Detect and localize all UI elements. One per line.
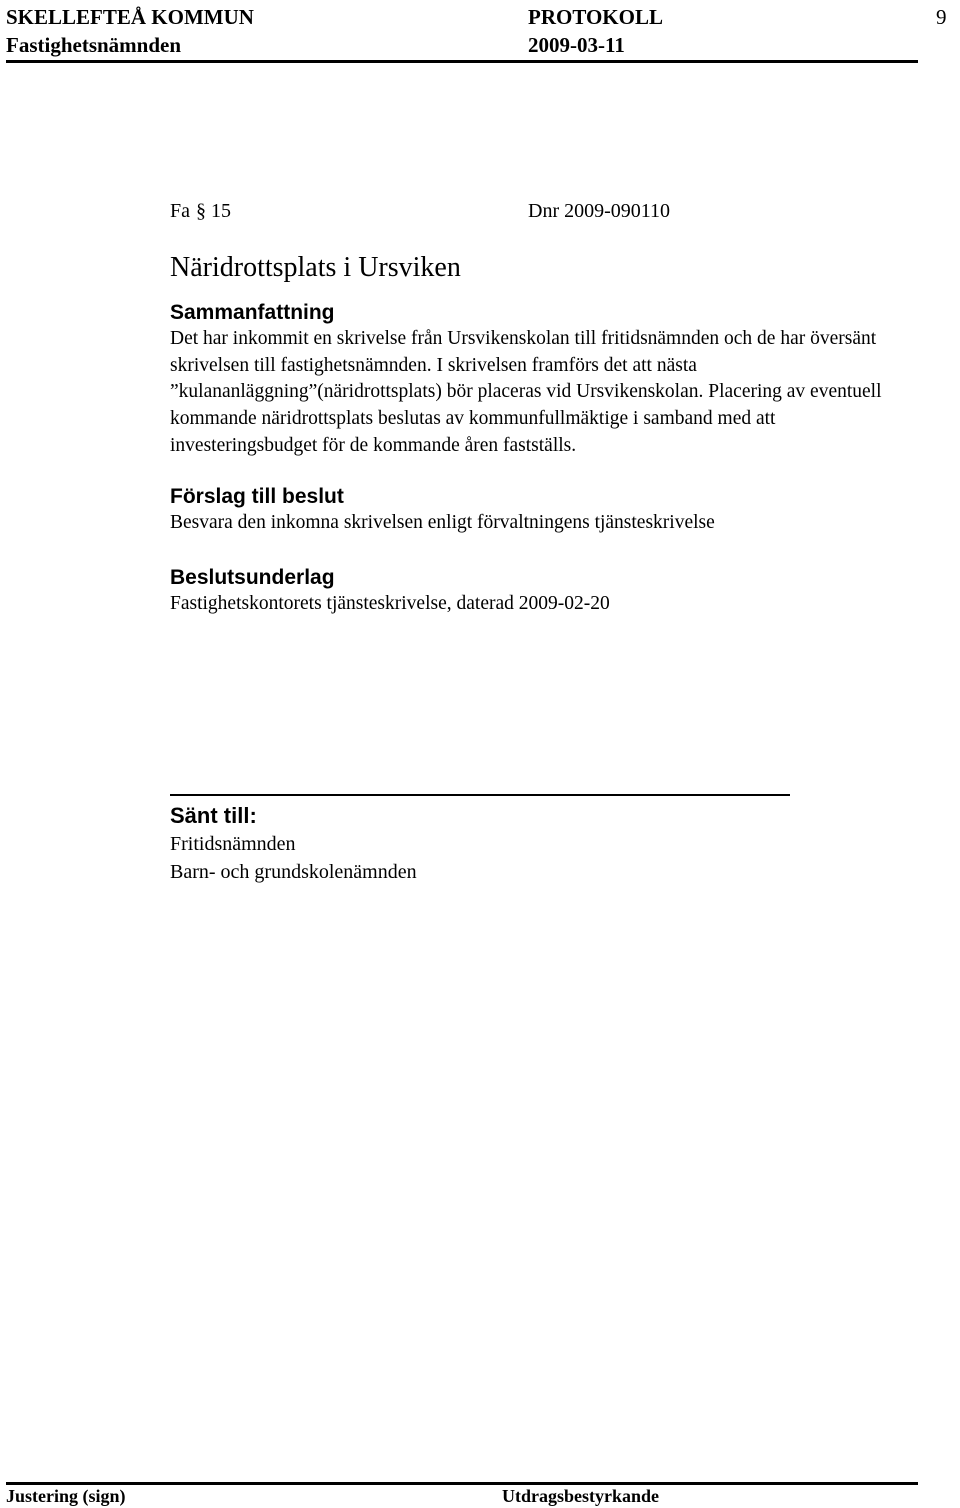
header-divider (6, 60, 918, 63)
protocol-item (170, 198, 910, 618)
section-reference (170, 198, 528, 224)
board-name: Fastighetsnämnden (6, 33, 182, 57)
meeting-date: 2009-03-11 (528, 33, 625, 57)
footer-divider (6, 1482, 918, 1485)
section-number: 15 (211, 200, 231, 222)
summary-text: Det har inkommit en skrivelse från Ursvikenskolan till fritidsnämnden och de har översänt skrivelsen till fastighetsnämnden. I skrivelsen framförs det att nästa ”kulananläggning”(näridrottsplats) bör placeras vid Ursvikenskolan. Placering av eventuell kommande näridrottsplats beslutas av kommunfullmäktige i samband med att investeringsbudget för de kommande åren fastställs. (170, 328, 882, 456)
proposal-text: Besvara den inkomna skrivelsen enligt förvaltningens tjänsteskrivelse (170, 511, 715, 533)
basis-text: Fastighetskontorets tjänsteskrivelse, daterad 2009-02-20 (170, 593, 610, 615)
footer-certification-label: Utdragsbestyrkande (502, 1486, 660, 1506)
separator-line (170, 794, 790, 796)
footer-signature-label: Justering (sign) (6, 1486, 126, 1506)
registration-number: Dnr 2009-090110 (528, 200, 671, 222)
recipient: Fritidsnämnden (170, 833, 296, 855)
document-type: PROTOKOLL (528, 5, 663, 29)
basis-heading: Beslutsunderlag (170, 566, 335, 590)
distribution-list (170, 802, 417, 886)
proposal-heading: Förslag till beslut (170, 484, 344, 508)
item-title: Näridrottsplats i Ursviken (170, 252, 461, 283)
section-symbol: § (196, 200, 206, 222)
page-number: 9 (936, 5, 947, 29)
organization-name: SKELLEFTEÅ KOMMUN (6, 5, 254, 29)
sent-to-heading: Sänt till: (170, 803, 257, 828)
summary-heading: Sammanfattning (170, 301, 335, 324)
recipient: Barn- och grundskolenämnden (170, 861, 417, 883)
section-mark: Fa (170, 200, 190, 222)
item-reference-line (170, 198, 910, 224)
